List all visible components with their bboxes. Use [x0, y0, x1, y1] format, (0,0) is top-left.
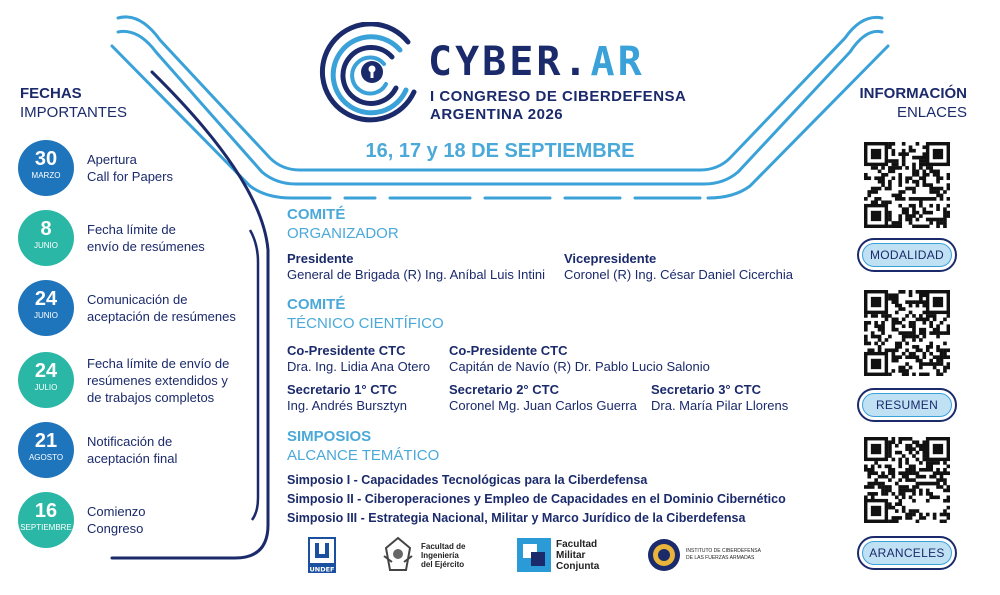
- important-dates-title-light: IMPORTANTES: [20, 104, 127, 121]
- link-button-resumen[interactable]: [857, 388, 957, 422]
- qr-code-icon[interactable]: [864, 437, 950, 523]
- president-role: Presidente: [287, 251, 354, 266]
- copresident-2-entry: [449, 343, 710, 375]
- icffaa-label: INSTITUTO DE CIBERDEFENSA DE LAS FUERZAS ARMADAS: [686, 548, 761, 561]
- qr-code-icon[interactable]: [864, 290, 950, 376]
- secretary-1-role: Secretario 1° CTC: [287, 382, 397, 397]
- secretary-2-entry: [449, 382, 637, 414]
- important-date-item: [18, 352, 253, 408]
- info-links-title-light: ENLACES: [896, 104, 967, 121]
- date-badge: [18, 422, 74, 478]
- organizing-title-light: ORGANIZADOR: [287, 225, 399, 242]
- copresident-1-role: Co-Presidente CTC: [287, 343, 406, 358]
- secretary-3-name: Dra. María Pilar Llorens: [651, 398, 789, 413]
- copresident-2-name: Capitán de Navío (R) Dr. Pablo Lucio Salonio: [449, 359, 710, 374]
- fie-label: Facultad de Ingeniería del Ejército: [421, 541, 466, 569]
- icffaa-logo: [647, 535, 761, 575]
- important-date-item: [18, 210, 253, 266]
- president-entry: [287, 251, 545, 283]
- date-description: Fecha límite de envío de resúmenes: [87, 222, 205, 254]
- info-links-title-bold: INFORMACIÓN: [859, 85, 967, 102]
- vicepresident-name: Coronel (R) Ing. César Daniel Cicerchia: [564, 267, 794, 282]
- technical-title-bold: COMITÉ: [287, 296, 346, 313]
- copresident-1-name: Dra. Ing. Lidia Ana Otero: [287, 359, 431, 374]
- qr-code-icon[interactable]: [864, 142, 950, 228]
- symposium-item: Simposio II - Ciberoperaciones y Empleo de Capacidades en el Dominio Cibernético: [287, 492, 786, 506]
- fmc-label: Facultad Militar Conjunta: [556, 538, 600, 572]
- icffaa-seal-icon: [647, 538, 681, 572]
- brand-title: [428, 40, 645, 84]
- date-description: Notificación de aceptación final: [87, 434, 178, 466]
- symposium-item: Simposio I - Capacidades Tecnológicas para la Ciberdefensa: [287, 473, 648, 487]
- technical-committee-title: [287, 295, 444, 333]
- fie-crest-icon: [380, 536, 416, 574]
- date-day: 21: [34, 430, 58, 452]
- secretary-1-entry: [287, 382, 407, 414]
- fie-logo: [380, 535, 465, 575]
- copresident-1-entry: [287, 343, 430, 375]
- date-month: JULIO: [34, 383, 58, 392]
- president-name: General de Brigada (R) Ing. Aníbal Luis Intini: [287, 267, 545, 282]
- undef-emblem-icon: [308, 537, 336, 573]
- date-description: Comunicación de aceptación de resúmenes: [87, 292, 236, 324]
- copresident-2-role: Co-Presidente CTC: [449, 343, 568, 358]
- fingerprint-lock-icon: [318, 22, 426, 126]
- date-month: SEPTIEMBRE: [20, 523, 72, 532]
- date-month: AGOSTO: [28, 453, 64, 462]
- event-dates: 16, 17 y 18 DE SEPTIEMBRE: [365, 140, 635, 162]
- date-badge: [18, 140, 74, 196]
- date-day: 8: [40, 218, 52, 240]
- symposia-title: [287, 427, 439, 465]
- date-badge: [18, 210, 74, 266]
- important-date-item: [18, 492, 253, 548]
- date-day: 16: [34, 500, 58, 522]
- date-description: Comienzo Congreso: [87, 504, 146, 536]
- undef-label: UNDEF: [309, 565, 335, 573]
- link-button-label: MODALIDAD: [862, 243, 952, 267]
- link-button-aranceles[interactable]: [857, 536, 957, 570]
- link-button-modalidad[interactable]: [857, 238, 957, 272]
- date-month: JUNIO: [34, 311, 58, 320]
- secretary-3-entry: [651, 382, 788, 414]
- important-date-item: [18, 280, 253, 336]
- important-dates-title: [20, 84, 127, 122]
- technical-title-light: TÉCNICO CIENTÍFICO: [287, 315, 444, 332]
- symposium-item: Simposio III - Estrategia Nacional, Militar y Marco Jurídico de la Ciberdefensa: [287, 511, 746, 525]
- date-badge: [18, 352, 74, 408]
- organizing-title-bold: COMITÉ: [287, 206, 346, 223]
- date-badge: [18, 492, 74, 548]
- link-button-label: ARANCELES: [862, 541, 952, 565]
- secretary-3-role: Secretario 3° CTC: [651, 382, 761, 397]
- fmc-logo: [517, 535, 599, 575]
- secretary-2-name: Coronel Mg. Juan Carlos Guerra: [449, 398, 637, 413]
- date-day: 30: [34, 148, 58, 170]
- link-button-label: RESUMEN: [862, 393, 952, 417]
- vicepresident-entry: [564, 251, 793, 283]
- date-month: JUNIO: [34, 241, 58, 250]
- info-links-title: [860, 84, 968, 122]
- brand-main: CYBER.: [428, 39, 591, 85]
- important-dates-title-bold: FECHAS: [20, 85, 82, 102]
- date-badge: [18, 280, 74, 336]
- vicepresident-role: Vicepresidente: [564, 251, 657, 266]
- secretary-2-role: Secretario 2° CTC: [449, 382, 559, 397]
- important-date-item: [18, 422, 253, 478]
- important-date-item: [18, 140, 253, 196]
- congress-year: ARGENTINA 2026: [430, 106, 564, 123]
- secretary-1-name: Ing. Andrés Bursztyn: [287, 398, 407, 413]
- date-description: Apertura Call for Papers: [87, 152, 173, 184]
- organizing-committee-title: [287, 205, 399, 243]
- date-day: 24: [34, 360, 58, 382]
- brand-accent: AR: [590, 39, 645, 85]
- undef-logo: [308, 535, 336, 575]
- date-month: MARZO: [31, 171, 61, 180]
- congress-logo: [318, 22, 687, 132]
- symposia-title-light: ALCANCE TEMÁTICO: [287, 447, 440, 464]
- congress-subtitle: I CONGRESO DE CIBERDEFENSA: [430, 88, 687, 105]
- date-day: 24: [34, 288, 58, 310]
- symposia-title-bold: SIMPOSIOS: [287, 428, 372, 445]
- fmc-emblem-icon: [517, 538, 551, 572]
- date-description: Fecha límite de envío de resúmenes extendidos y de trabajos completos: [87, 355, 230, 405]
